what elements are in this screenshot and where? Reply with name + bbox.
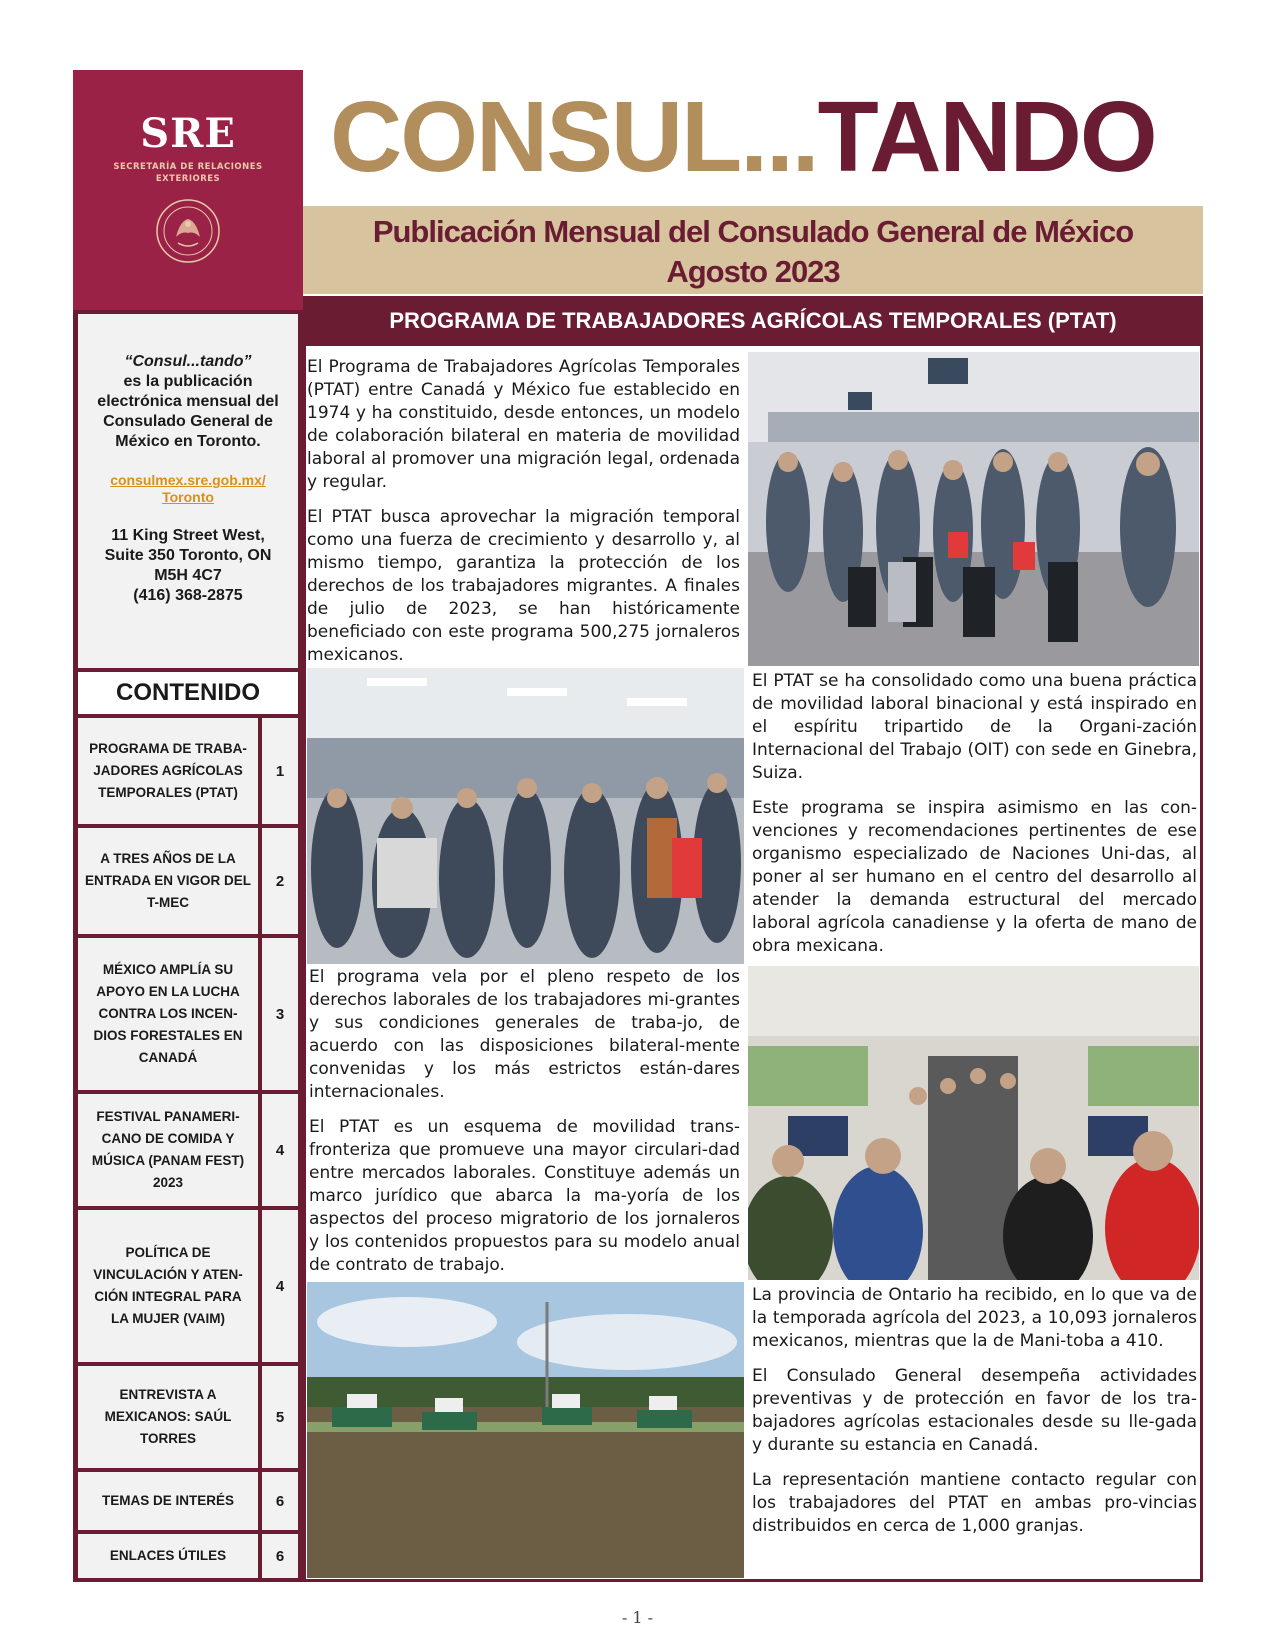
toc-item-page: 2: [262, 828, 298, 934]
title-part1: CONSUL...: [330, 81, 818, 193]
toc-item-page: 3: [262, 938, 298, 1090]
website-link[interactable]: consulmex.sre.gob.mx/ Toronto: [110, 472, 266, 505]
page-number: - 1 -: [621, 1608, 654, 1627]
toc-item-label: POLÍTICA DE VINCULACIÓN Y ATEN-CIÓN INTEGRAL PARA LA MUJER (VAIM): [78, 1210, 258, 1362]
section-header: PROGRAMA DE TRABAJADORES AGRÍCOLAS TEMPORALES (PTAT): [303, 296, 1203, 346]
address-line1: 11 King Street West,: [111, 527, 265, 544]
subtitle-line2: Agosto 2023: [666, 254, 840, 289]
sre-name: [73, 161, 303, 185]
subtitle-band: [303, 206, 1203, 294]
subtitle-line1: Publicación Mensual del Consulado General de México: [372, 214, 1134, 249]
title-part2: TANDO: [817, 81, 1156, 193]
toc-item-page: 6: [262, 1472, 298, 1530]
sre-logo-block: [73, 70, 303, 310]
article-paragraph: El programa vela por el pleno respeto de los derechos laborales de los trabajadores mi-grantes y sus condiciones generales de traba-jo, de acuerdo con las disposiciones bilateral-mente convenidas y los más estrictos están-dares internacionales.: [309, 967, 740, 1102]
address-line3: M5H 4C7: [154, 567, 222, 584]
newsletter-title: [330, 82, 1210, 192]
sre-name-line2: EXTERIORES: [155, 174, 221, 184]
article-paragraph: El PTAT se ha consolidado como una buena práctica de movilidad laboral binacional y está inspirado en el espíritu tripartido de la Organi-zación Internacional del Trabajo (OIT) con sede en Ginebra, Suiza.: [752, 671, 1197, 783]
toc-item[interactable]: [78, 1210, 298, 1362]
toc-item[interactable]: [78, 938, 298, 1090]
photo-airport-checkin: [748, 352, 1199, 666]
article-paragraph: El PTAT es un esquema de movilidad trans-fronteriza que promueve una mayor circulari-dad entre mercados laborales. Constituye además un marco jurídico que abarca la ma-yoría de los aspectos del proceso migratorio de los jornaleros y los contenidos propuestos para su modelo anual de contrato de trabajo.: [309, 1117, 740, 1275]
toc-item-page: 1: [262, 718, 298, 824]
address: [90, 526, 286, 606]
toc-item-label: FESTIVAL PANAMERI-CANO DE COMIDA Y MÚSICA (PANAM FEST) 2023: [78, 1094, 258, 1206]
publication-description: es la publicación electrónica mensual del Consulado General de México en Toronto.: [97, 373, 279, 450]
contents-heading: CONTENIDO: [78, 672, 298, 714]
toc-item-page: 4: [262, 1094, 298, 1206]
toc-item-page: 6: [262, 1534, 298, 1578]
toc-item-label: ENLACES ÚTILES: [78, 1534, 258, 1578]
article-block-4: [748, 1282, 1199, 1578]
toc-item[interactable]: [78, 1094, 298, 1206]
article-block-1: [307, 352, 744, 666]
article-block-3: [307, 966, 744, 1280]
photo-terminal-crowd: [307, 668, 744, 964]
toc-item[interactable]: [78, 718, 298, 824]
toc-item[interactable]: [78, 1366, 298, 1468]
sre-acronym: SRE: [140, 110, 236, 157]
article-paragraph: La representación mantiene contacto regular con los trabajadores del PTAT en ambas pro-vincias distribuidos en cerca de 1,000 granjas.: [752, 1470, 1197, 1536]
address-line2: Suite 350 Toronto, ON: [104, 547, 272, 564]
article-paragraph: El Programa de Trabajadores Agrícolas Temporales (PTAT) entre Canadá y México fue establecido en 1974 y ha constituido, desde entonces, un modelo de colaboración bilateral en materia de movilidad laboral al promover una migración legal, ordenada y regular.: [307, 357, 740, 492]
toc-item-label: A TRES AÑOS DE LA ENTRADA EN VIGOR DEL T-MEC: [78, 828, 258, 934]
toc-item-label: PROGRAMA DE TRABA-JADORES AGRÍCOLAS TEMPORALES (PTAT): [78, 718, 258, 824]
article-paragraph: Este programa se inspira asimismo en las con-venciones y recomendaciones pertinentes de ese organismo especializado de Naciones Uni-das, al poner al ser humano en el centro del desarrollo al atender la demanda estructural del mercado laboral agrícola canadiense y la oferta de mano de obra mexicana.: [752, 798, 1197, 956]
article-paragraph: La provincia de Ontario ha recibido, en lo que va de la temporada agrícola del 2023, a 10,093 jornaleros mexicanos, mientras que la de Mani-toba a 410.: [752, 1285, 1197, 1351]
photo-farm-field: [307, 1282, 744, 1578]
toc-item-label: TEMAS DE INTERÉS: [78, 1472, 258, 1530]
article-block-2: [748, 668, 1199, 964]
toc-item-page: 5: [262, 1366, 298, 1468]
sre-name-line1: SECRETARÍA DE RELACIONES: [113, 162, 263, 172]
toc-item[interactable]: [78, 1472, 298, 1530]
toc-item-page: 4: [262, 1210, 298, 1362]
toc-item-label: MÉXICO AMPLÍA SU APOYO EN LA LUCHA CONTRA LOS INCEN-DIOS FORESTALES EN CANADÁ: [78, 938, 258, 1090]
toc-item[interactable]: [78, 1534, 298, 1578]
photo-workers-bus: [748, 966, 1199, 1280]
toc-item[interactable]: [78, 828, 298, 934]
article-paragraph: El PTAT busca aprovechar la migración temporal como una fuerza de crecimiento y desarrollo y, al mismo tiempo, garantiza la protección de los derechos de los trabajadores migrantes. A finales de julio de 2023, se han históricamente beneficiado con este programa 500,275 jornaleros mexicanos.: [307, 507, 740, 665]
publication-info: [78, 314, 298, 668]
phone-number: (416) 368-2875: [133, 587, 243, 604]
article-paragraph: El Consulado General desempeña actividades preventivas y de protección en favor de los tra-bajadores agrícolas estacionales desde su lle-gada y durante su estancia en Canadá.: [752, 1366, 1197, 1455]
mexican-eagle-seal-icon: [154, 197, 222, 265]
publication-name: “Consul...tando”: [124, 353, 252, 370]
toc-item-label: ENTREVISTA A MEXICANOS: SAÚL TORRES: [78, 1366, 258, 1468]
